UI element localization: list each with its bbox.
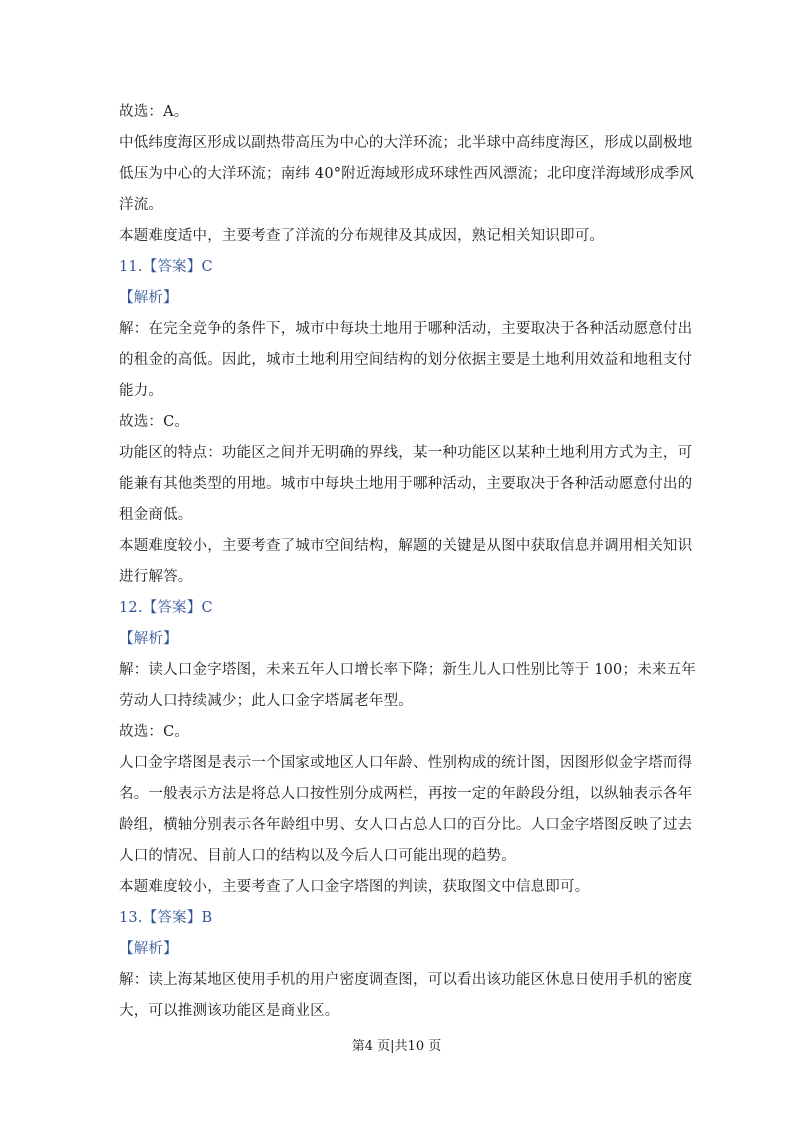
text-line: 能兼有其他类型的用地。城市中每块土地用于哪种活动，主要取决于各种活动愿意付出的 [119, 476, 693, 492]
text-line: 进行解答。 [119, 569, 193, 585]
text-line: 人口的情况、目前人口的结构以及今后人口可能出现的趋势。 [119, 848, 516, 864]
text-line: 功能区的特点：功能区之间并无明确的界线，某一种功能区以某种土地利用方式为主，可 [119, 445, 693, 461]
text-line: 本题难度较小，主要考查了城市空间结构，解题的关键是从图中获取信息并调用相关知识 [119, 538, 693, 554]
answer-heading-11: 11.【答案】C [119, 259, 213, 275]
text-line: 本题难度适中，主要考查了洋流的分布规律及其成因，熟记相关知识即可。 [119, 228, 605, 244]
text-line: 能力。 [119, 383, 164, 399]
text-line: 解：在完全竞争的条件下，城市中每块土地用于哪种活动，主要取决于各种活动愿意付出 [119, 321, 693, 337]
text-line: 低压为中心的大洋环流；南纬 40°附近海域形成环球性西风漂流；北印度洋海域形成季风 [119, 166, 695, 182]
text-line: 洋流。 [119, 197, 164, 213]
text-line: 中低纬度海区形成以副热带高压为中心的大洋环流；北半球中高纬度海区，形成以副极地 [119, 135, 693, 151]
text-line: 解：读上海某地区使用手机的用户密度调查图，可以看出该功能区休息日使用手机的密度 [119, 972, 693, 988]
answer-heading-12: 12.【答案】C [119, 600, 213, 616]
text-line: 解：读人口金字塔图，未来五年人口增长率下降；新生儿人口性别比等于 100；未来五年 [119, 662, 696, 678]
text-line: 本题难度较小，主要考查了人口金字塔图的判读，获取图文中信息即可。 [119, 879, 590, 895]
text-line: 劳动人口持续减少；此人口金字塔属老年型。 [119, 693, 413, 709]
text-line: 故选：C。 [119, 414, 190, 430]
text-line: 租金商低。 [119, 507, 193, 523]
text-line: 故选：C。 [119, 724, 190, 740]
answer-content [119, 97, 696, 1027]
page-footer: 第4 页|共10 页 [351, 1039, 442, 1054]
analysis-heading: 【解析】 [119, 941, 178, 957]
text-line: 大，可以推测该功能区是商业区。 [119, 1003, 340, 1019]
text-line: 龄组，横轴分别表示各年龄组中男、女人口占总人口的百分比。人口金字塔图反映了过去 [119, 817, 693, 833]
analysis-heading: 【解析】 [119, 290, 178, 306]
text-line: 故选：A。 [119, 104, 189, 120]
analysis-heading: 【解析】 [119, 631, 178, 647]
text-line: 人口金字塔图是表示一个国家或地区人口年龄、性别构成的统计图，因图形似金字塔而得 [119, 755, 693, 771]
text-line: 名。一般表示方法是将总人口按性别分成两栏，再按一定的年龄段分组，以纵轴表示各年 [119, 786, 693, 802]
text-line: 的租金的高低。因此，城市土地利用空间结构的划分依据主要是土地利用效益和地租支付 [119, 352, 693, 368]
answer-heading-13: 13.【答案】B [119, 910, 213, 926]
